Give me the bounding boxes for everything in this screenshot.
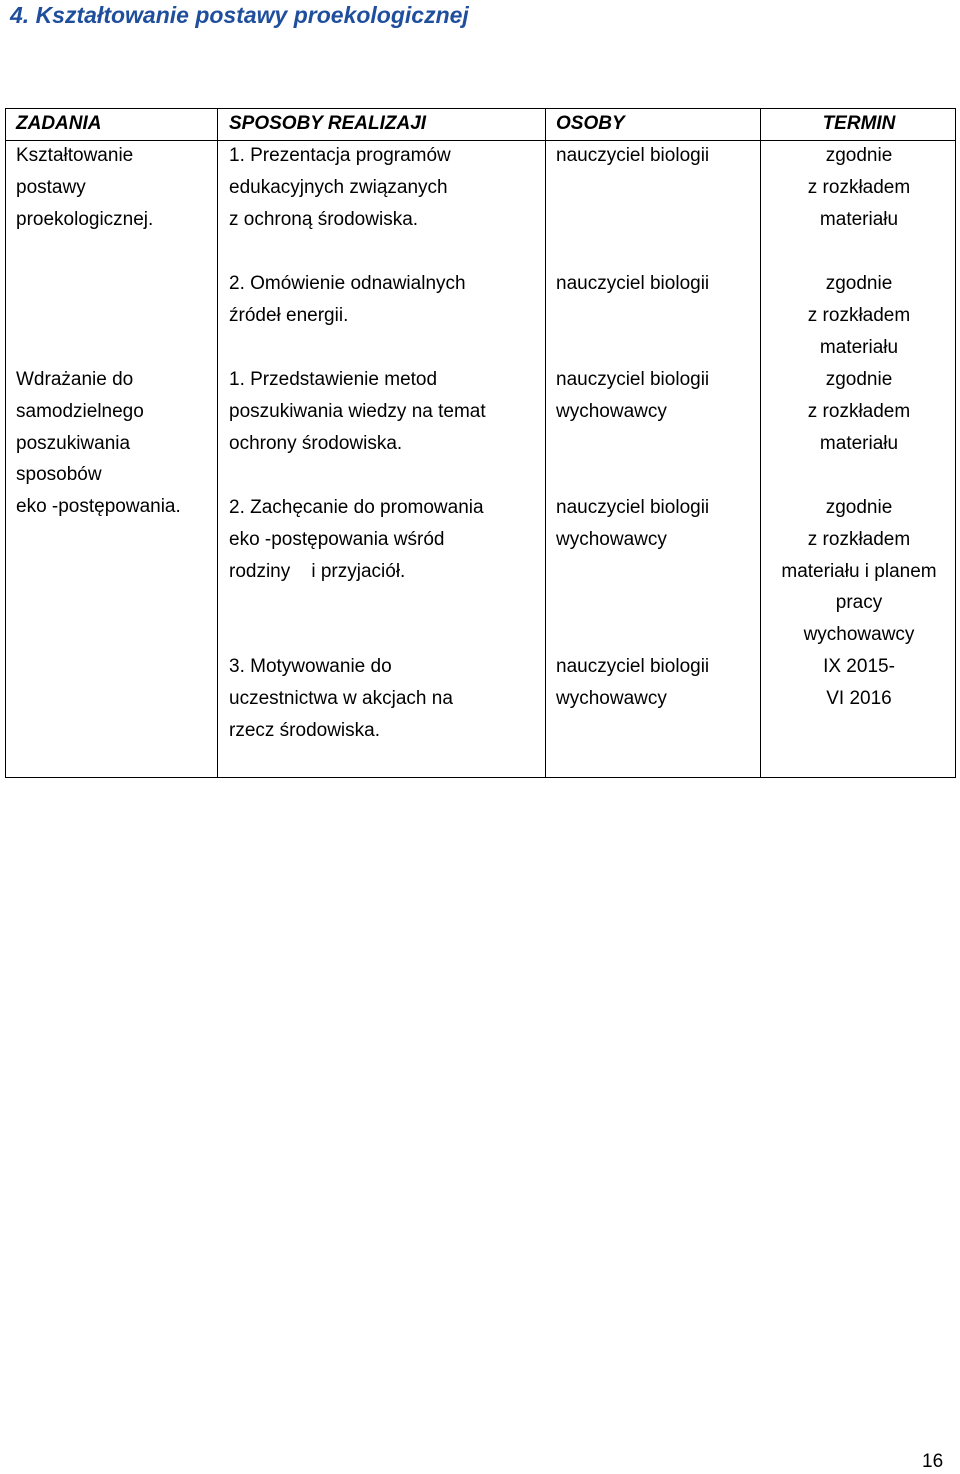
column-divider xyxy=(217,109,218,777)
header-sposoby-realizacji: SPOSOBY REALIZAJI xyxy=(229,113,427,134)
osoby-line: nauczyciel biologii xyxy=(556,273,710,294)
osoby-line: wychowawcy xyxy=(556,400,667,422)
termin-line: pracy xyxy=(835,592,883,614)
task1-item1-osoby xyxy=(556,140,709,172)
termin-line: zgodnie xyxy=(825,497,893,518)
sposob-line: rodziny i przyjaciół. xyxy=(229,560,406,582)
sposob-line: uczestnictwa w akcjach na xyxy=(229,687,453,709)
header-termin: TERMIN xyxy=(822,113,896,134)
task2-item2-sposob xyxy=(229,492,484,587)
termin-line: zgodnie xyxy=(825,273,893,294)
task1-item1-termin xyxy=(761,140,957,235)
sposob-line: 1. Przedstawienie metod xyxy=(229,369,438,390)
termin-line: materiału xyxy=(819,432,899,454)
osoby-line: nauczyciel biologii xyxy=(556,145,710,166)
sposob-line: eko -postępowania wśród xyxy=(229,528,445,550)
task2-zadanie-line: samodzielnego xyxy=(16,400,144,422)
task2-item2-termin xyxy=(761,492,957,651)
task2-item2-osoby xyxy=(556,492,709,556)
sposob-line: 2. Omówienie odnawialnych xyxy=(229,273,466,294)
sposob-line: 1. Prezentacja programów xyxy=(229,145,451,166)
task1-item1-sposob xyxy=(229,140,451,235)
tasks-table xyxy=(5,108,956,778)
task1-item2-termin xyxy=(761,268,957,363)
task1-item2-sposob xyxy=(229,268,466,332)
task2-item3-termin xyxy=(761,651,957,715)
osoby-line: wychowawcy xyxy=(556,528,667,550)
termin-line: VI 2016 xyxy=(826,687,892,709)
osoby-line: nauczyciel biologii xyxy=(556,656,710,677)
header-zadania: ZADANIA xyxy=(16,113,102,134)
termin-line: materiału xyxy=(819,336,899,358)
task1-zadanie-line: postawy xyxy=(16,176,86,198)
page-number: 16 xyxy=(922,1451,944,1472)
column-divider xyxy=(545,109,546,777)
termin-line: materiału i planem xyxy=(781,560,937,582)
section-title: 4. Kształtowanie postawy proekologicznej xyxy=(10,2,469,28)
termin-line: z rozkładem xyxy=(807,176,911,198)
osoby-line: nauczyciel biologii xyxy=(556,497,710,518)
task2-item1-osoby xyxy=(556,364,709,428)
termin-line: wychowawcy xyxy=(803,624,915,646)
task2-zadanie-line: Wdrażanie do xyxy=(16,369,134,390)
termin-line: IX 2015- xyxy=(823,656,895,677)
sposob-line: 2. Zachęcanie do promowania xyxy=(229,497,484,518)
sposob-line: z ochroną środowiska. xyxy=(229,208,419,230)
sposob-line: edukacyjnych związanych xyxy=(229,176,448,198)
osoby-line: wychowawcy xyxy=(556,687,667,709)
task2-zadanie-line: sposobów xyxy=(16,464,102,486)
termin-line: z rozkładem xyxy=(807,528,911,550)
task2-item3-sposob xyxy=(229,651,453,746)
termin-line: materiału xyxy=(819,208,899,230)
task2-zadanie-line: eko -postępowania. xyxy=(16,496,181,518)
task1-item2-osoby xyxy=(556,268,709,300)
termin-line: z rozkładem xyxy=(807,304,911,326)
task2-zadanie xyxy=(16,364,181,523)
task1-zadanie xyxy=(16,140,153,235)
task2-item1-sposob xyxy=(229,364,486,459)
header-osoby: OSOBY xyxy=(556,113,625,134)
task2-item3-osoby xyxy=(556,651,709,715)
task2-item1-termin xyxy=(761,364,957,459)
sposob-line: 3. Motywowanie do xyxy=(229,656,392,677)
sposob-line: źródeł energii. xyxy=(229,304,349,326)
sposob-line: rzecz środowiska. xyxy=(229,719,380,741)
termin-line: zgodnie xyxy=(825,145,893,166)
termin-line: zgodnie xyxy=(825,369,893,390)
task2-zadanie-line: poszukiwania xyxy=(16,432,131,454)
task1-zadanie-line: proekologicznej. xyxy=(16,208,154,230)
termin-line: z rozkładem xyxy=(807,400,911,422)
sposob-line: poszukiwania wiedzy na temat xyxy=(229,400,486,422)
task1-zadanie-line: Kształtowanie xyxy=(16,145,134,166)
osoby-line: nauczyciel biologii xyxy=(556,369,710,390)
sposob-line: ochrony środowiska. xyxy=(229,432,403,454)
